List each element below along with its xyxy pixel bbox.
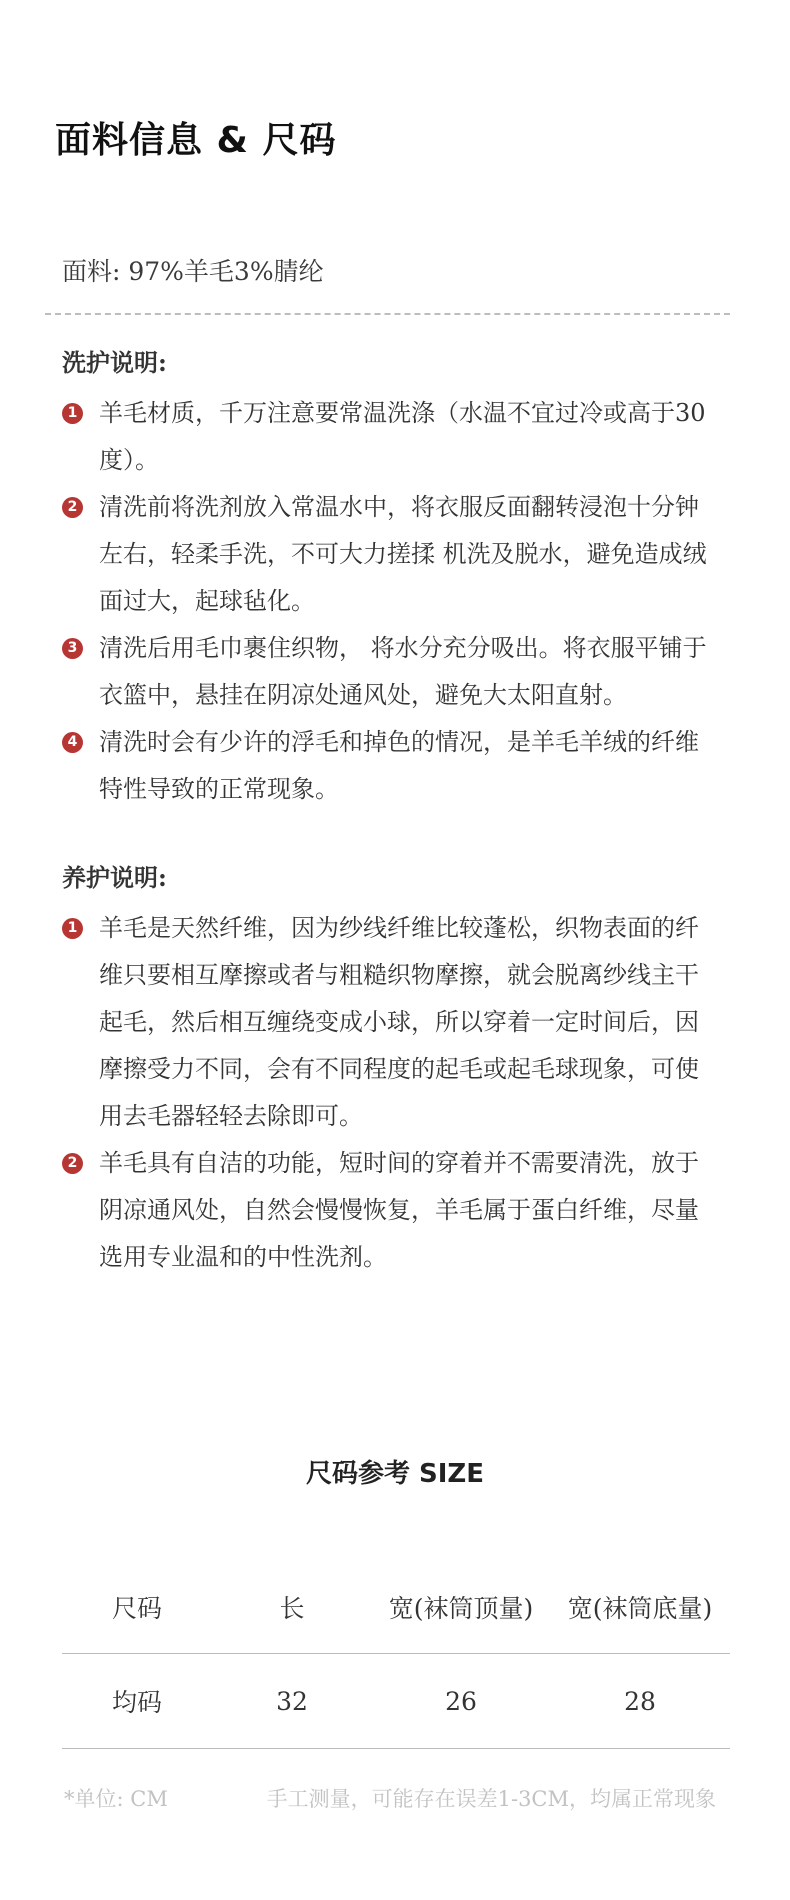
fabric-composition: 面料: 97%羊毛3%腈纶 <box>62 257 324 286</box>
table-cell: 32 <box>212 1654 372 1749</box>
washing-item-2 <box>62 484 722 625</box>
number-badge-icon: 1 <box>62 918 83 939</box>
care-list <box>62 905 722 1281</box>
washing-item-text: 清洗后用毛巾裹住织物， 将水分充分吸出。将衣服平铺于衣篮中，悬挂在阴凉处通风处，避免大太阳直射。 <box>99 634 707 709</box>
column-header: 长 <box>212 1561 372 1654</box>
number-badge-icon: 3 <box>62 638 83 659</box>
washing-item-3 <box>62 625 722 719</box>
washing-item-text: 清洗时会有少许的浮毛和掉色的情况，是羊毛羊绒的纤维特性导致的正常现象。 <box>99 728 699 803</box>
washing-item-4 <box>62 719 722 813</box>
care-heading: 养护说明: <box>62 863 167 892</box>
table-row <box>62 1654 730 1749</box>
number-badge-icon: 1 <box>62 403 83 424</box>
washing-list <box>62 390 722 813</box>
washing-item-text: 羊毛材质，千万注意要常温洗涤（水温不宜过冷或高于30度）。 <box>99 399 706 474</box>
number-badge-icon: 2 <box>62 497 83 518</box>
unit-note: *单位: CM <box>64 1787 168 1811</box>
care-item-text: 羊毛具有自洁的功能，短时间的穿着并不需要清洗，放于阴凉通风处，自然会慢慢恢复，羊毛属于蛋白纤维，尽量选用专业温和的中性洗剂。 <box>99 1149 699 1271</box>
number-badge-icon: 4 <box>62 732 83 753</box>
column-header: 宽(袜筒顶量) <box>372 1561 550 1654</box>
size-table <box>62 1561 730 1749</box>
measurement-note: 手工测量，可能存在误差1-3CM，均属正常现象 <box>266 1787 716 1811</box>
table-header-row <box>62 1561 730 1654</box>
table-cell: 28 <box>550 1654 730 1749</box>
washing-item-text: 清洗前将洗剂放入常温水中，将衣服反面翻转浸泡十分钟左右，轻柔手洗，不可大力搓揉 机洗及脱水，避免造成绒面过大，起球毡化。 <box>99 493 707 615</box>
page-title: 面料信息 & 尺码 <box>55 120 337 161</box>
column-header: 宽(袜筒底量) <box>550 1561 730 1654</box>
number-badge-icon: 2 <box>62 1153 83 1174</box>
care-item-2 <box>62 1140 722 1281</box>
care-item-text: 羊毛是天然纤维，因为纱线纤维比较蓬松，织物表面的纤维只要相互摩擦或者与粗糙织物摩擦，就会脱离纱线主干起毛，然后相互缠绕变成小球，所以穿着一定时间后，因摩擦受力不同，会有不同程度的起毛或起毛球现象，可使用去毛器轻轻去除即可。 <box>99 914 699 1130</box>
care-item-1 <box>62 905 722 1140</box>
size-heading: 尺码参考 SIZE <box>305 1459 485 1489</box>
column-header: 尺码 <box>62 1561 212 1654</box>
dashed-divider <box>45 313 730 315</box>
table-cell: 26 <box>372 1654 550 1749</box>
washing-heading: 洗护说明: <box>62 348 167 377</box>
table-cell: 均码 <box>62 1654 212 1749</box>
washing-item-1 <box>62 390 722 484</box>
